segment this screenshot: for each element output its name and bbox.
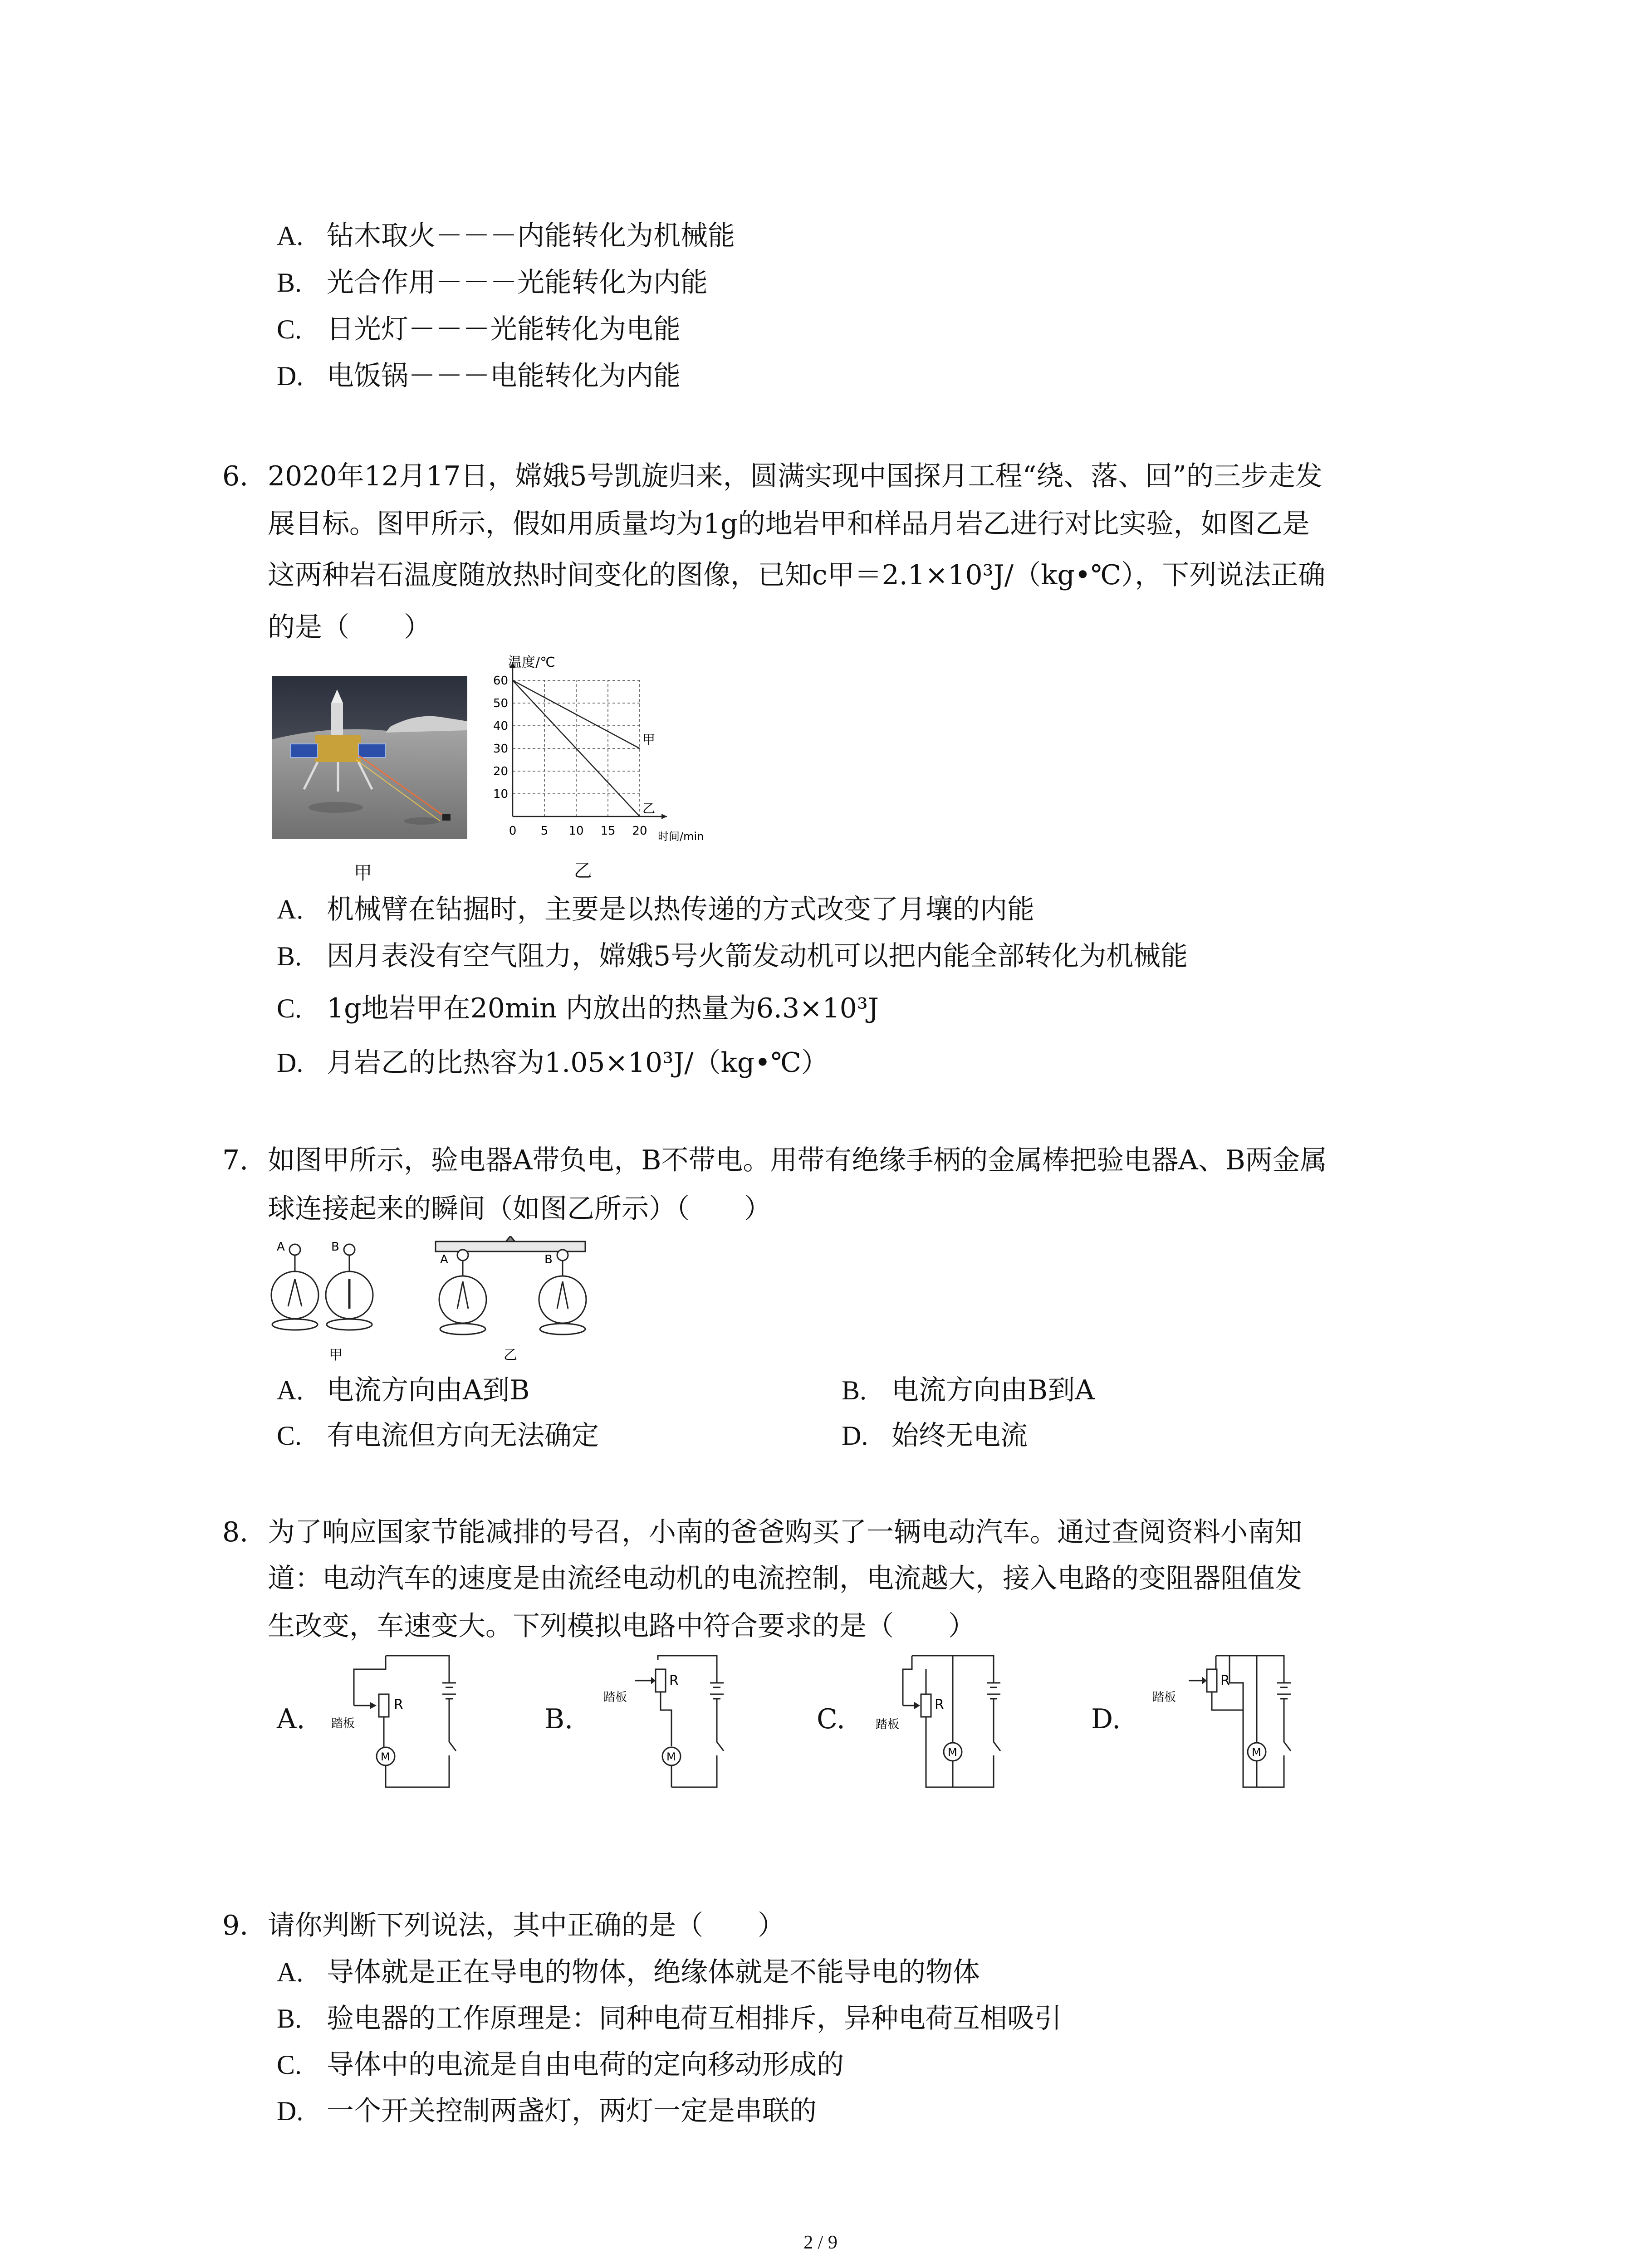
x-tick-label: 10	[568, 824, 584, 838]
q6-option-d: D. 月岩乙的比热容为1.05×10³J/（kg•℃）	[277, 1047, 828, 1079]
chart-ylabel: 温度/℃	[508, 655, 555, 670]
q5-option-b: B. 光合作用－－－光能转化为内能	[277, 267, 708, 298]
q8-option-d-label: D.	[1091, 1703, 1121, 1735]
y-tick-label: 60	[493, 674, 508, 688]
q8-stem-line-1: 为了响应国家节能减排的号召，小南的爸爸购买了一辆电动汽车。通过查阅资料小南知	[268, 1516, 1302, 1548]
electroscope-caption-jia: 甲	[329, 1347, 343, 1363]
series-label-yi: 乙	[642, 801, 656, 816]
q9-option-d: D. 一个开关控制两盏灯，两灯一定是串联的	[277, 2095, 817, 2127]
q7-option-b: B. 电流方向由B到A	[842, 1374, 1095, 1406]
q5-option-d: D. 电饭锅－－－电能转化为内能	[277, 360, 681, 392]
q6-fig-caption-yi: 乙	[574, 860, 592, 881]
y-tick-label: 50	[493, 697, 508, 710]
electroscope-label-a: A	[277, 1240, 285, 1254]
circuit-a-pedal-label: 踏板	[331, 1717, 355, 1730]
y-tick-label: 30	[493, 742, 508, 756]
y-tick-label: 40	[493, 719, 508, 733]
electroscope-label-b-2: B	[544, 1253, 553, 1266]
electroscope-label-a-2: A	[440, 1253, 448, 1266]
circuit-b-r-label: R	[669, 1673, 679, 1689]
circuit-b-pedal-label: 踏板	[603, 1691, 627, 1704]
circuit-c	[862, 1651, 1043, 1805]
circuit-a-r-label: R	[394, 1697, 403, 1713]
q9-number: 9.	[222, 1910, 249, 1941]
q8-option-a-label: A.	[277, 1703, 305, 1735]
q7-stem-line-2: 球连接起来的瞬间（如图乙所示）（ ）	[268, 1193, 771, 1225]
electroscope-label-b: B	[331, 1240, 339, 1254]
q6-fig-caption-jia: 甲	[354, 863, 372, 884]
q7-option-c: C. 有电流但方向无法确定	[277, 1420, 599, 1452]
lunar-lander-image	[272, 676, 467, 839]
q6-stem-line-3: 这两种岩石温度随放热时间变化的图像，已知c甲＝2.1×10³J/（kg•℃），下列说法正确	[268, 559, 1326, 591]
q8-option-b-label: B.	[544, 1703, 573, 1735]
q7-option-a: A. 电流方向由A到B	[277, 1374, 530, 1406]
q5-option-a: A. 钻木取火－－－内能转化为机械能	[277, 220, 735, 252]
q6-option-a: A. 机械臂在钻掘时，主要是以热传递的方式改变了月壤的内能	[277, 894, 1034, 925]
q8-stem-line-2: 道：电动汽车的速度是由流经电动机的电流控制，电流越大，接入电路的变阻器阻值发	[268, 1563, 1302, 1594]
q6-stem-line-4: 的是（ ）	[268, 611, 431, 643]
series-label-jia: 甲	[642, 732, 656, 747]
q9-option-b: B. 验电器的工作原理是：同种电荷互相排斥，异种电荷互相吸引	[277, 2003, 1062, 2034]
q6-option-b: B. 因月表没有空气阻力，嫦娥5号火箭发动机可以把内能全部转化为机械能	[277, 940, 1188, 972]
q6-number: 6.	[222, 460, 249, 492]
x-tick-label: 0	[509, 824, 517, 838]
circuit-a	[327, 1651, 499, 1805]
q6-stem-line-2: 展目标。图甲所示，假如用质量均为1g的地岩甲和样品月岩乙进行对比实验，如图乙是	[268, 508, 1310, 540]
x-tick-label: 5	[540, 824, 549, 838]
circuit-c-motor-label: M	[948, 1746, 957, 1759]
q6-option-c: C. 1g地岩甲在20min 内放出的热量为6.3×10³J	[277, 992, 879, 1024]
circuit-d	[1139, 1651, 1329, 1805]
circuit-d-motor-label: M	[1252, 1746, 1261, 1759]
chart-xlabel: 时间/min	[658, 830, 704, 843]
circuit-a-motor-label: M	[381, 1750, 390, 1763]
chart-tick-labels	[493, 674, 647, 838]
x-tick-label: 15	[600, 824, 616, 838]
x-tick-label: 20	[632, 824, 647, 838]
q7-stem-line-1: 如图甲所示，验电器A带负电，B不带电。用带有绝缘手柄的金属棒把验电器A、B两金属	[268, 1144, 1327, 1176]
q8-stem-line-3: 生改变，车速变大。下列模拟电路中符合要求的是（ ）	[268, 1610, 975, 1642]
temperature-time-chart	[476, 653, 744, 853]
circuit-b-motor-label: M	[666, 1750, 676, 1763]
circuit-c-r-label: R	[935, 1697, 944, 1713]
q6-stem-line-1: 2020年12月17日，嫦娥5号凯旋归来，圆满实现中国探月工程“绕、落、回”的三步走发	[268, 460, 1323, 492]
q7-number: 7.	[222, 1144, 249, 1176]
q9-stem-line-1: 请你判断下列说法，其中正确的是（ ）	[268, 1910, 785, 1941]
q9-option-a: A. 导体就是正在导电的物体，绝缘体就是不能导电的物体	[277, 1956, 980, 1988]
page-number: 2 / 9	[803, 2232, 838, 2253]
electroscope-caption-yi: 乙	[504, 1347, 517, 1363]
circuit-d-pedal-label: 踏板	[1152, 1691, 1176, 1704]
q9-option-c: C. 导体中的电流是自由电荷的定向移动形成的	[277, 2049, 844, 2081]
y-tick-label: 20	[493, 765, 508, 778]
circuit-d-r-label: R	[1220, 1673, 1230, 1689]
electroscope-figure	[268, 1236, 612, 1372]
x-axis-arrow	[661, 814, 667, 819]
q5-option-c: C. 日光灯－－－光能转化为电能	[277, 313, 681, 345]
circuit-b	[594, 1651, 767, 1805]
circuit-c-pedal-label: 踏板	[876, 1718, 900, 1731]
q8-number: 8.	[222, 1516, 249, 1548]
q8-option-c-label: C.	[817, 1703, 845, 1735]
q7-option-d: D. 始终无电流	[842, 1420, 1028, 1452]
y-tick-label: 10	[493, 787, 508, 801]
